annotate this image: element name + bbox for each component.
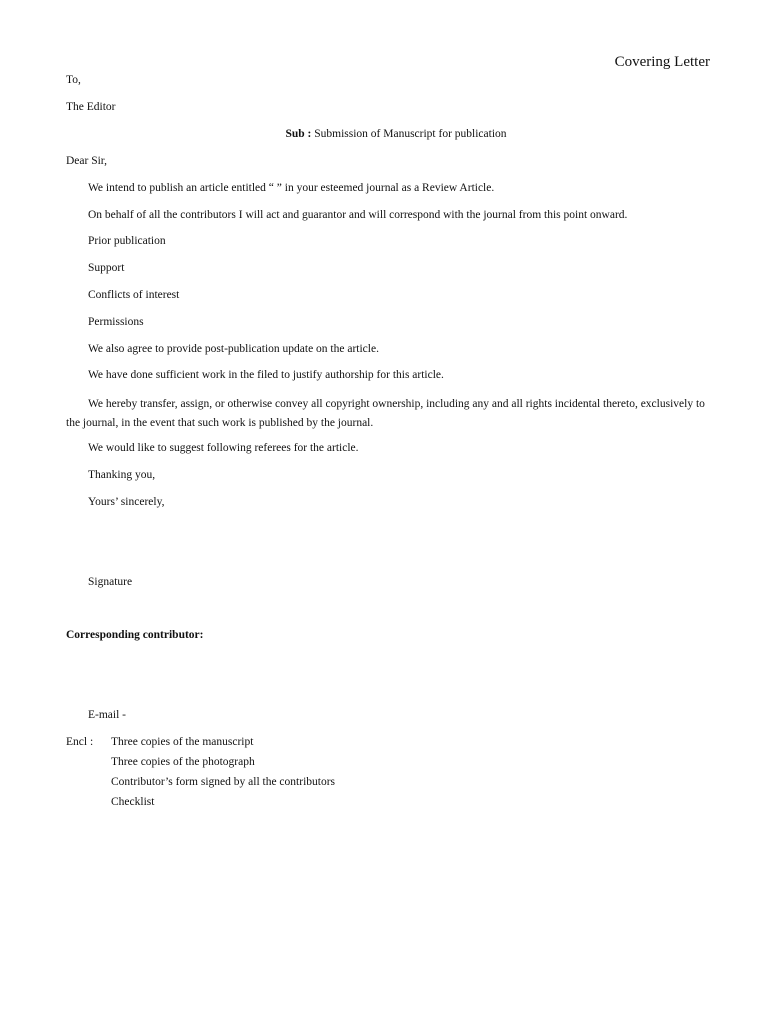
paragraph-support: Support (88, 262, 125, 274)
subject-line (0, 128, 768, 140)
paragraph-update: We also agree to provide post-publication update on the article. (88, 343, 379, 355)
enclosure-item: Three copies of the photograph (111, 756, 255, 768)
closing-thanks: Thanking you, (88, 469, 156, 481)
closing-sincerely: Yours’ sincerely, (88, 496, 165, 508)
paragraph-conflicts: Conflicts of interest (88, 289, 180, 301)
recipient-line: The Editor (66, 101, 116, 113)
page-title: Covering Letter (614, 54, 710, 70)
paragraph-permissions: Permissions (88, 316, 144, 328)
paragraph-intent: We intend to publish an article entitled “ ” in your esteemed journal as a Review Article. (88, 182, 495, 194)
paragraph-copyright: We hereby transfer, assign, or otherwise convey all copyright ownership, including any and all rights incidental thereto, exclusively to the journal, in the event that such work is published by the journal. (66, 398, 705, 429)
paragraph-guarantor: On behalf of all the contributors I will act and guarantor and will correspond with the journal from this point onward. (88, 209, 628, 221)
enclosure-item: Checklist (111, 796, 155, 808)
to-line: To, (66, 74, 81, 86)
email-label: E-mail - (88, 709, 126, 721)
corresponding-contributor: Corresponding contributor: (66, 629, 204, 641)
subject-label: Sub : (285, 128, 312, 140)
enclosure-item: Contributor’s form signed by all the contributors (111, 776, 336, 788)
subject-text: Submission of Manuscript for publication (314, 128, 507, 140)
signature-label: Signature (88, 576, 133, 588)
enclosures-label: Encl : (66, 736, 94, 748)
paragraph-prior-publication: Prior publication (88, 235, 166, 247)
paragraph-referees: We would like to suggest following referees for the article. (88, 442, 359, 454)
salutation: Dear Sir, (66, 155, 108, 167)
paragraph-authorship: We have done sufficient work in the filed to justify authorship for this article. (88, 369, 444, 381)
enclosure-item: Three copies of the manuscript (111, 736, 254, 748)
